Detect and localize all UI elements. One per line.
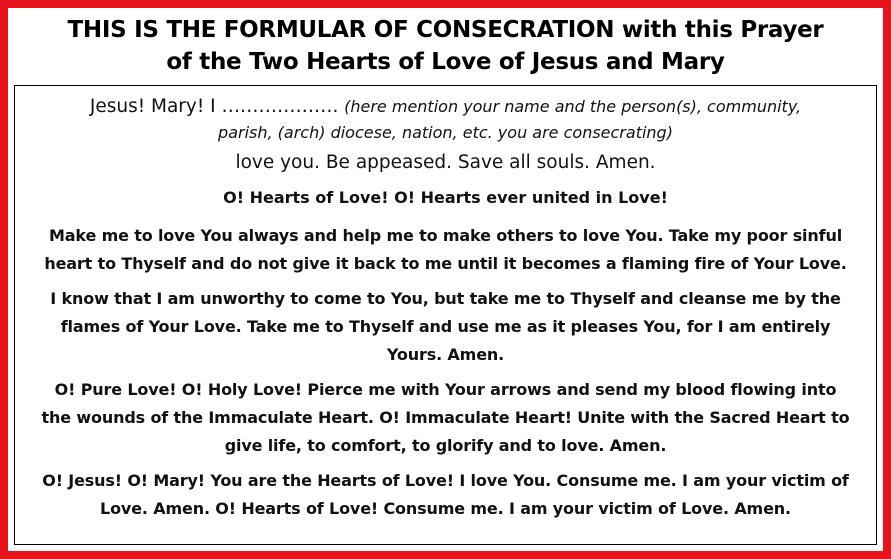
- page-title: [8, 8, 883, 84]
- paragraph-2-line-2: flames of Your Love. Take me to Thyself and use me as it pleases You, for I am entirely: [60, 317, 831, 336]
- prayer-box: [14, 85, 877, 545]
- prayer-opening-note-1: (here mention your name and the person(s), community,: [344, 97, 802, 116]
- paragraph-2-line-3: Yours. Amen.: [386, 345, 505, 364]
- prayer-paragraph-3: [15, 376, 876, 460]
- title-line-2: of the Two Hearts of Love of Jesus and Mary: [166, 49, 725, 75]
- prayer-opening-close: love you. Be appeased. Save all souls. Amen.: [235, 152, 656, 173]
- prayer-paragraph-1: [15, 222, 876, 278]
- paragraph-3-line-2: the wounds of the Immaculate Heart. O! Immaculate Heart! Unite with the Sacred Heart to: [41, 408, 850, 427]
- prayer-paragraph-4: [15, 467, 876, 523]
- paragraph-1-line-1: Make me to love You always and help me to make others to love You. Take my poor sinful: [48, 226, 843, 245]
- paragraph-3-line-3: give life, to comfort, to glorify and to love. Amen.: [224, 436, 667, 455]
- paragraph-3-line-1: O! Pure Love! O! Holy Love! Pierce me with Your arrows and send my blood flowing into: [54, 380, 837, 399]
- paragraph-2-line-1: I know that I am unworthy to come to You, but take me to Thyself and cleanse me by the: [50, 289, 841, 308]
- prayer-opening-lead: Jesus! Mary! I ……………….: [89, 96, 339, 117]
- prayer-opening-note-2: parish, (arch) diocese, nation, etc. you are consecrating): [218, 123, 673, 142]
- title-line-1: THIS IS THE FORMULAR OF CONSECRATION with this Prayer: [67, 17, 824, 43]
- prayer-opening-line: [15, 94, 876, 120]
- prayer-paragraph-2: [15, 285, 876, 369]
- paragraph-4-line-2: Love. Amen. O! Hearts of Love! Consume me. I am your victim of Love. Amen.: [100, 499, 791, 518]
- paragraph-1-line-2: heart to Thyself and do not give it back to me until it becomes a flaming fire of Your Love.: [44, 254, 847, 273]
- prayer-hearts-line: O! Hearts of Love! O! Hearts ever united in Love!: [223, 188, 668, 207]
- paragraph-4-line-1: O! Jesus! O! Mary! You are the Hearts of Love! I love You. Consume me. I am your victim of: [42, 471, 849, 490]
